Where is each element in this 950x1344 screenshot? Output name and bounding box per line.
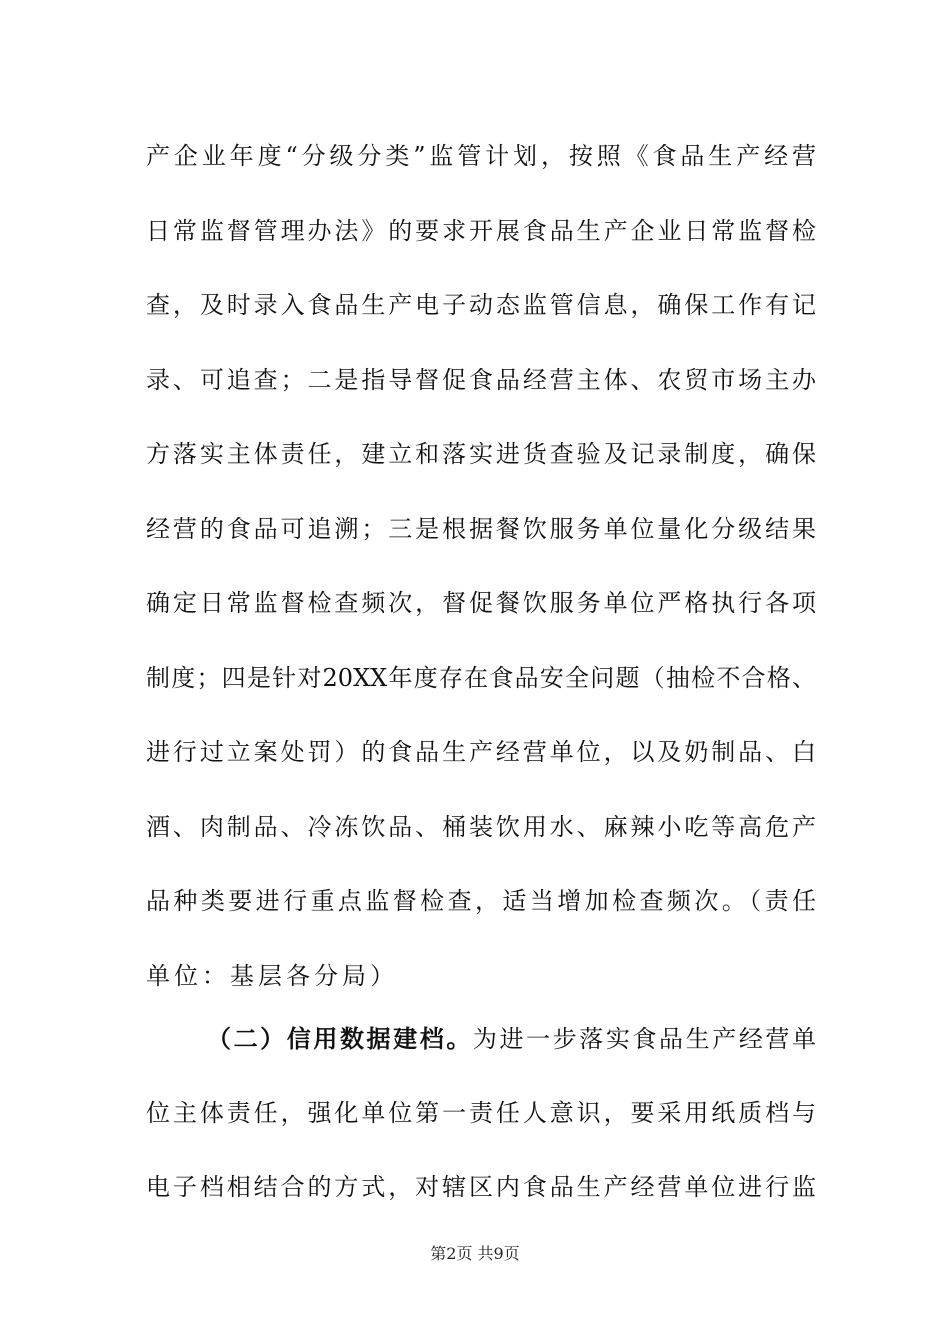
- paragraph-line: 酒、肉制品、冷冻饮品、桶装饮用水、麻辣小吃等高危产: [146, 813, 816, 841]
- section-heading-line: [207, 1024, 816, 1054]
- paragraph-line: 制度；四是针对20XX年度存在食品安全问题（抽检不合格、: [146, 664, 816, 692]
- paragraph-line: 确定日常监督检查频次，督促餐饮服务单位严格执行各项: [146, 589, 816, 617]
- paragraph-line: 产企业年度“分级分类”监管计划，按照《食品生产经营: [146, 142, 816, 170]
- paragraph-line: 品种类要进行重点监督检查，适当增加检查频次。（责任: [146, 887, 816, 915]
- paragraph-line: 日常监督管理办法》的要求开展食品生产企业日常监督检: [146, 217, 816, 245]
- paragraph-line: 方落实主体责任，建立和落实进货查验及记录制度，确保: [146, 440, 816, 468]
- paragraph-line: 电子档相结合的方式，对辖区内食品生产经营单位进行监: [146, 1173, 816, 1201]
- page-footer: 第2页 共9页: [430, 1244, 520, 1263]
- section-heading: （二）信用数据建档。: [207, 1025, 473, 1053]
- paragraph-line: 位主体责任，强化单位第一责任人意识，要采用纸质档与: [146, 1099, 816, 1127]
- paragraph-line: 经营的食品可追溯；三是根据餐饮服务单位量化分级结果: [146, 515, 816, 543]
- paragraph-line: 录、可追查；二是指导督促食品经营主体、农贸市场主办: [146, 366, 816, 394]
- paragraph-line: 单位：基层各分局）: [146, 962, 398, 990]
- paragraph-line: 进行过立案处罚）的食品生产经营单位，以及奶制品、白: [146, 738, 816, 766]
- paragraph-line: 查，及时录入食品生产电子动态监管信息，确保工作有记: [146, 291, 816, 319]
- paragraph-line: 为进一步落实食品生产经营单: [472, 1025, 817, 1053]
